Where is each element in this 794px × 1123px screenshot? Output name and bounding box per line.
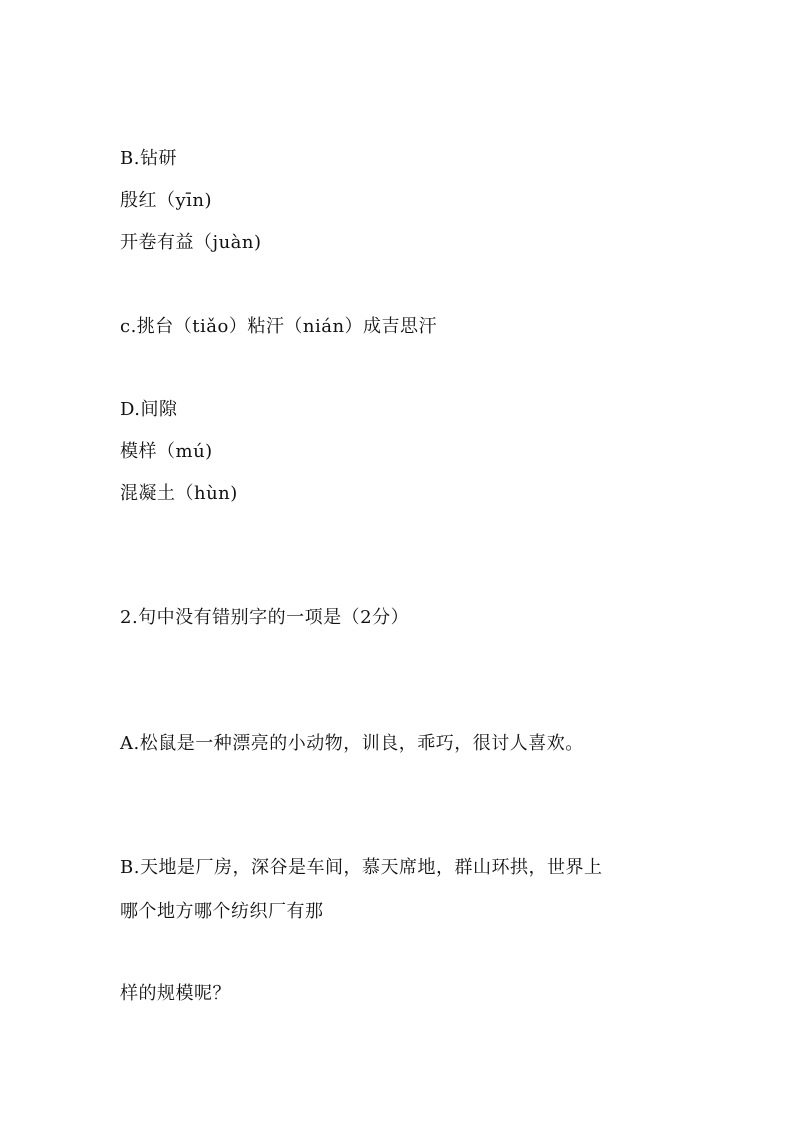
option-b-heading: B.钻研 [120, 148, 177, 169]
question-2-option-b-line-3: 样的规模呢？ [120, 983, 231, 1004]
question-2-option-a: A.松鼠是一种漂亮的小动物，训良，乖巧，很讨人喜欢。 [120, 733, 584, 754]
word-kaijuanyouyi: 开卷有益（juàn) [120, 232, 262, 253]
word-moyang: 模样（mú) [120, 441, 213, 462]
option-c-line: c.挑台（tiǎo）粘汗（nián）成吉思汗 [120, 316, 438, 337]
question-2-title: 2.句中没有错别字的一项是（2分） [120, 607, 410, 628]
word-hunningtu: 混凝土（hùn) [120, 483, 238, 504]
word-yinhong: 殷红（yīn) [120, 190, 213, 211]
question-2-option-b-line-2: 哪个地方哪个纺织厂有那 [120, 901, 324, 922]
question-2-option-b-line-1: B.天地是厂房，深谷是车间，慕天席地，群山环拱，世界上 [120, 857, 603, 878]
option-d-heading: D.间隙 [120, 399, 178, 420]
